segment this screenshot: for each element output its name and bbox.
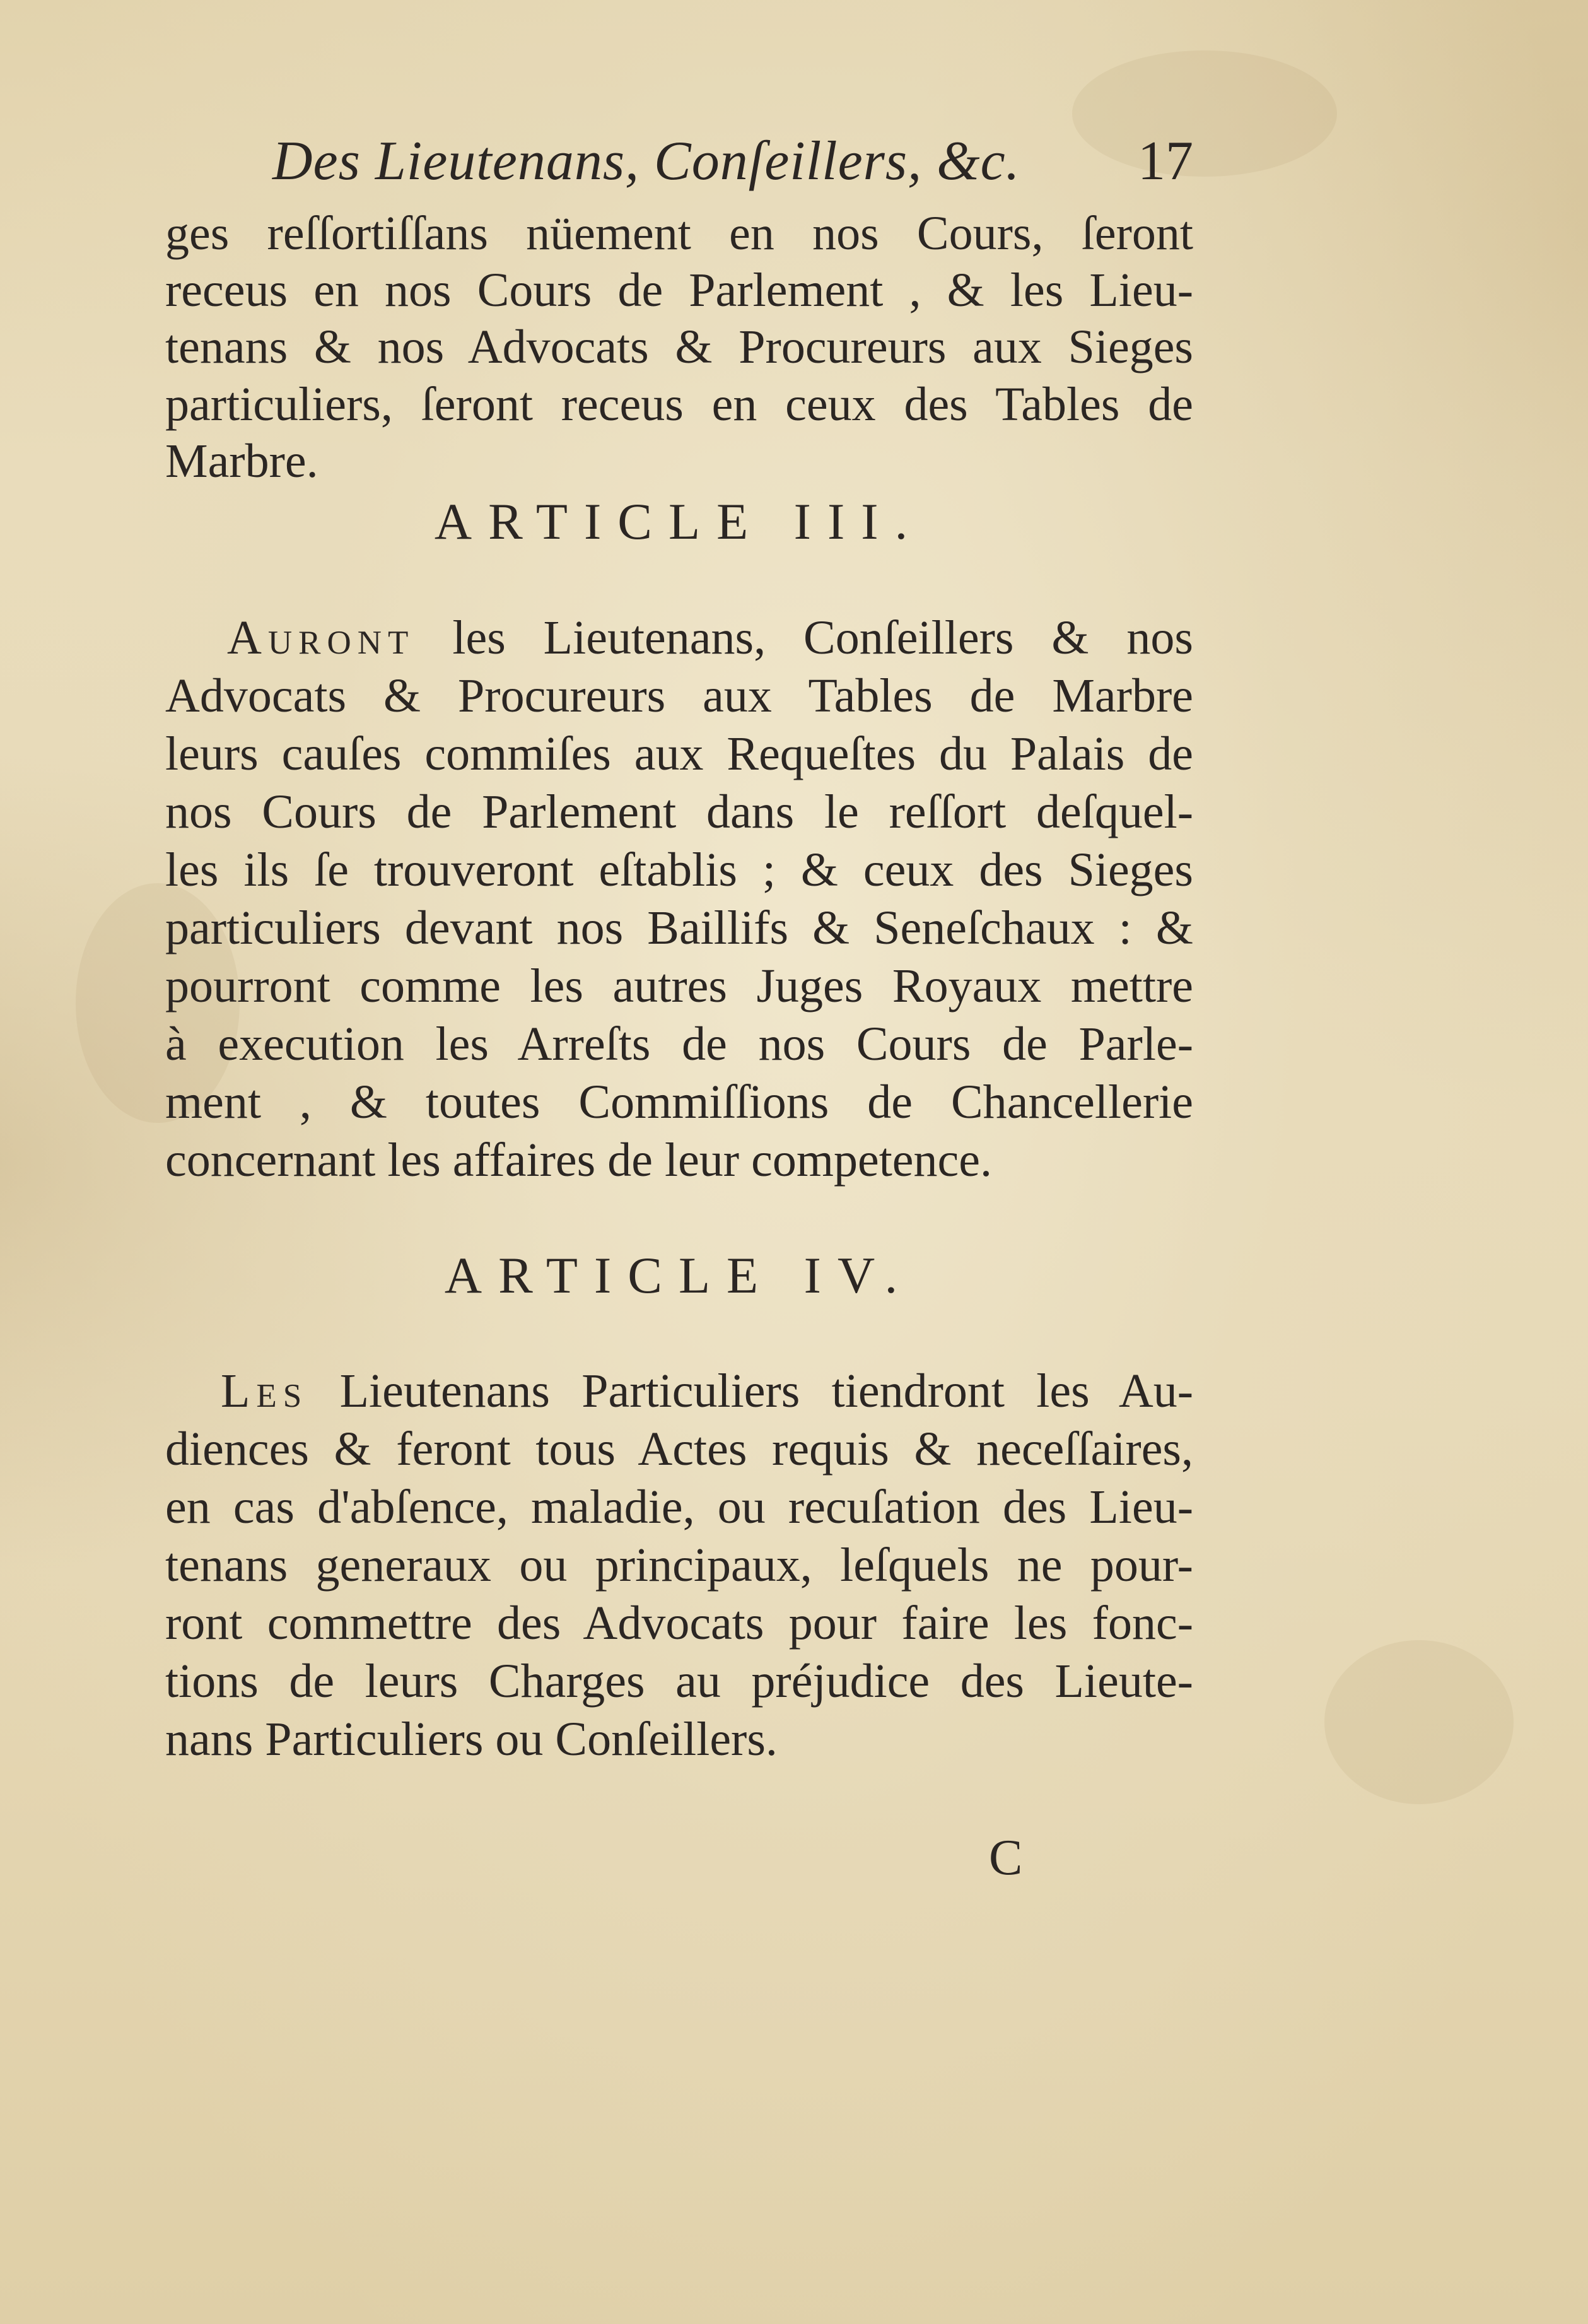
running-head: Des Lieutenans, Conſeillers, &c. bbox=[272, 131, 1020, 192]
text-line: concernant les affaires de leur competence. bbox=[165, 1134, 992, 1187]
text-line: particuliers, ſeront receus en ceux des Tables de bbox=[165, 378, 1193, 431]
text-line: particuliers devant nos Baillifs & Seneſchaux : & bbox=[165, 901, 1193, 954]
text-line: leurs cauſes commiſes aux Requeſtes du Palais de bbox=[165, 727, 1193, 780]
article-heading: ARTICLE IV. bbox=[444, 1247, 914, 1304]
text-line: Marbre. bbox=[165, 435, 318, 488]
text-line: en cas d'abſence, maladie, ou recuſation des Lieu- bbox=[165, 1481, 1193, 1534]
text-line: ront commettre des Advocats pour faire les fonc- bbox=[165, 1597, 1193, 1650]
text-line: ment , & toutes Commiſſions de Chancellerie bbox=[165, 1076, 1193, 1129]
signature-mark: C bbox=[989, 1830, 1023, 1886]
paper-stain bbox=[1324, 1640, 1514, 1804]
first-line-text: les Lieutenans, Conſeillers & nos bbox=[452, 611, 1193, 664]
article-heading: ARTICLE III. bbox=[434, 493, 925, 550]
text-line: Advocats & Procureurs aux Tables de Marbre bbox=[165, 669, 1193, 722]
text-line: tenans generaux ou principaux, leſquels ne pour- bbox=[165, 1539, 1193, 1592]
page-number: 17 bbox=[1138, 131, 1193, 192]
text-line: pourront comme les autres Juges Royaux mettre bbox=[165, 960, 1193, 1012]
first-line-text: Lieutenans Particuliers tiendront les Au- bbox=[339, 1364, 1193, 1417]
page-header bbox=[272, 129, 1193, 199]
paragraph-first-line bbox=[227, 609, 1193, 667]
lead-word: Auront bbox=[227, 611, 415, 664]
text-line: tenans & nos Advocats & Procureurs aux Sieges bbox=[165, 320, 1193, 373]
lead-word: Les bbox=[221, 1364, 308, 1417]
text-line: nos Cours de Parlement dans le reſſort deſquel- bbox=[165, 785, 1193, 838]
text-line: receus en nos Cours de Parlement , & les Lieu- bbox=[165, 264, 1193, 317]
text-line: ges reſſortiſſans nüement en nos Cours, ſeront bbox=[165, 207, 1193, 260]
text-line: les ils ſe trouveront eſtablis ; & ceux des Sieges bbox=[165, 843, 1193, 896]
text-line: nans Particuliers ou Conſeillers. bbox=[165, 1713, 778, 1766]
paragraph-first-line bbox=[221, 1363, 1193, 1421]
text-line: à execution les Arreſts de nos Cours de Parle- bbox=[165, 1018, 1193, 1071]
text-line: diences & feront tous Actes requis & neceſſaires, bbox=[165, 1423, 1193, 1476]
text-line: tions de leurs Charges au préjudice des Lieute- bbox=[165, 1655, 1193, 1708]
